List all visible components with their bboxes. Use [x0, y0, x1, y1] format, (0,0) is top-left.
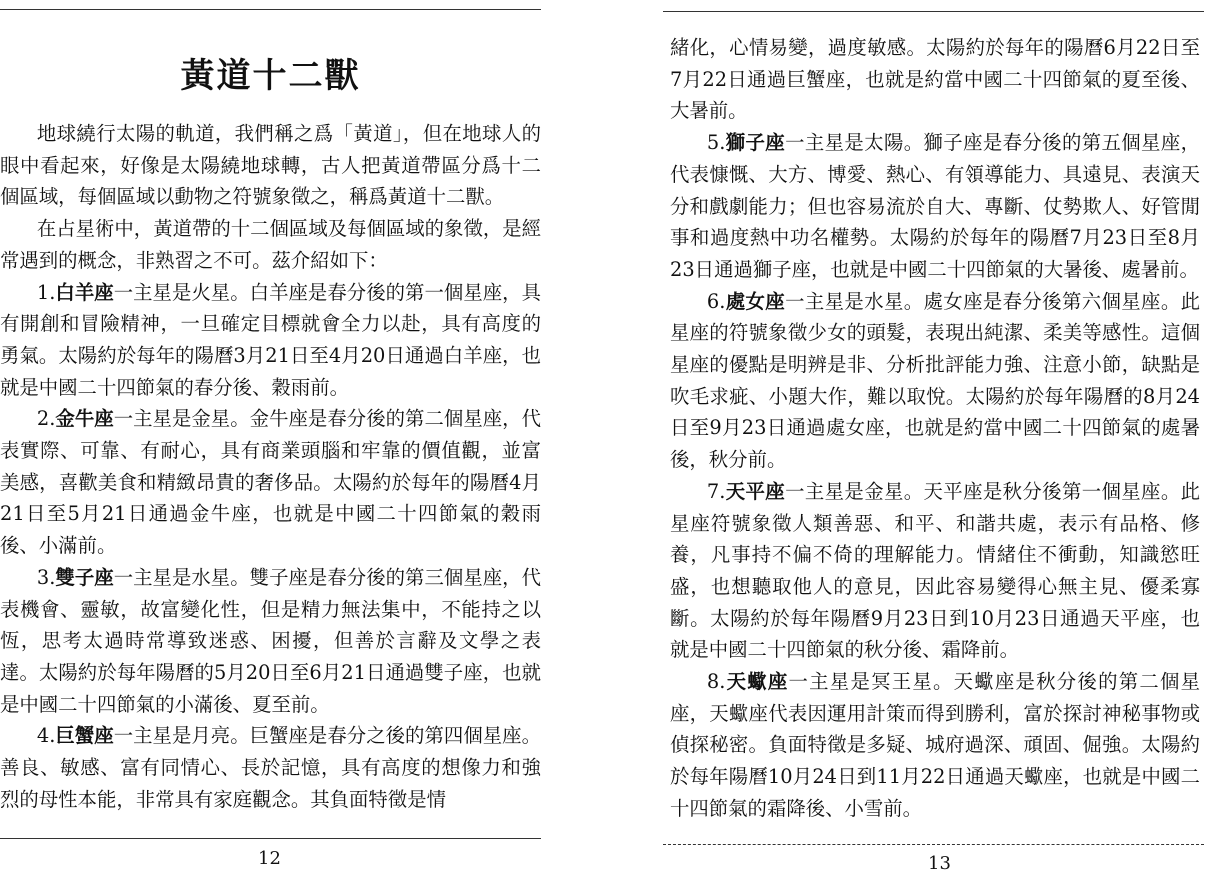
page-number: 12 — [258, 848, 281, 869]
footer-rule — [0, 838, 541, 839]
paragraph-aries: 1.白羊座一主星是火星。白羊座是春分後的第一個星座，具有開創和冒險精神，一旦確定目標就會全力以赴，具有高度的勇氣。太陽約於每年的陽曆3月21日至4月20日通過白羊座，也就是中國二十四節氣的春分後、穀雨前。 — [0, 280, 542, 399]
right-page — [663, 0, 1207, 874]
paragraph-leo: 5.獅子座一主星是太陽。獅子座是春分後的第五個星座，代表慷慨、大方、博愛、熱心、有領導能力、具遠見、表演天分和戲劇能力；但也容易流於自大、專斷、仗勢欺人、好管閒事和過度熱中功名權勢。太陽約於每年的陽曆7月23日至8月23日通過獅子座，也就是中國二十四節氣的大暑後、處暑前。 — [670, 131, 1201, 281]
paragraph: 地球繞行太陽的軌道，我們稱之爲「黃道」，但在地球人的眼中看起來，好像是太陽繞地球轉，古人把黃道帶區分爲十二個區域，每個區域以動物之符號象徵之，稱爲黃道十二獸。 — [0, 122, 541, 209]
footer-rule — [663, 844, 1204, 845]
paragraph-gemini: 3.雙子座一主星是水星。雙子座是春分後的第三個星座，代表機會、靈敏，故富變化性，但是精力無法集中，不能持之以恆，思考太過時常導致迷惑、困擾，但善於言辭及文學之表達。太陽約於每年陽曆的5月20日至6月21日通過雙子座，也就是中國二十四節氣的小滿後、夏至前。 — [0, 565, 542, 716]
paragraph-cancer: 4.巨蟹座一主星是月亮。巨蟹座是春分之後的第四個星座。善良、敏感、富有同情心、長於記憶，具有高度的想像力和強烈的母性本能，非常具有家庭觀念。其負面特徵是情 — [0, 724, 542, 811]
left-page — [0, 0, 560, 867]
header-rule — [0, 9, 541, 10]
sign-name: 金牛座 — [55, 407, 114, 431]
paragraph: 緒化，心情易變，過度敏感。太陽約於每年的陽曆6月22日至7月22日通過巨蟹座，也就是約當中國二十四節氣的夏至後、大暑前。 — [670, 36, 1200, 123]
sign-name: 巨蟹座 — [55, 724, 114, 748]
right-page-body — [670, 32, 1200, 825]
sign-name: 天平座 — [725, 479, 786, 503]
paragraph-taurus: 2.金牛座一主星是金星。金牛座是春分後的第二個星座，代表實際、可靠、有耐心，具有商業頭腦和牢靠的價值觀，並富美感，喜歡美食和精緻昂貴的奢侈品。太陽約於每年的陽曆4月21日至5月21日通過金牛座，也就是中國二十四節氣的穀雨後、小滿前。 — [0, 407, 542, 558]
left-page-body — [0, 118, 541, 815]
page-number: 13 — [928, 853, 951, 874]
sign-name: 白羊座 — [55, 280, 114, 304]
chapter-title: 黃道十二獸 — [180, 56, 361, 96]
paragraph-libra: 7.天平座一主星是金星。天平座是秋分後第一個星座。此星座符號象徵人類善惡、和平、和諧共處，表示有品格、修養，凡事持不偏不倚的理解能力。情緒住不衝動，知識慾旺盛，也想聽取他人的意見，因此容易變得心無主見、優柔寡斷。太陽約於每年陽曆9月23日到10月23日通過天平座，也就是中國二十四節氣的秋分後、霜降前。 — [670, 479, 1201, 662]
header-rule — [663, 11, 1204, 12]
sign-name: 雙子座 — [55, 565, 114, 589]
sign-name: 天蠍座 — [725, 670, 789, 694]
sign-name: 獅子座 — [725, 131, 786, 155]
paragraph-scorpio: 8.天蠍座一主星是冥王星。天蠍座是秋分後的第二個星座，天蠍座代表因運用計策而得到勝利，富於探討神秘事物或偵探秘密。負面特徵是多疑、城府過深、頑固、倔強。太陽約於每年陽曆10月24日到11月22日通過天蠍座，也就是中國二十四節氣的霜降後、小雪前。 — [670, 670, 1201, 820]
sign-name: 處女座 — [725, 289, 786, 313]
paragraph: 在占星術中，黃道帶的十二個區域及每個區域的象徵，是經常遇到的概念，非熟習之不可。茲介紹如下： — [0, 217, 542, 272]
paragraph-virgo: 6.處女座一主星是水星。處女座是春分後第六個星座。此星座的符號象徵少女的頭髮，表現出純潔、柔美等感性。這個星座的優點是明辨是非、分析批評能力強、注意小節，缺點是吹毛求疵、小題大作，難以取悅。太陽約於每年陽曆的8月24日至9月23日通過處女座，也就是約當中國二十四節氣的處暑後，秋分前。 — [670, 289, 1201, 472]
